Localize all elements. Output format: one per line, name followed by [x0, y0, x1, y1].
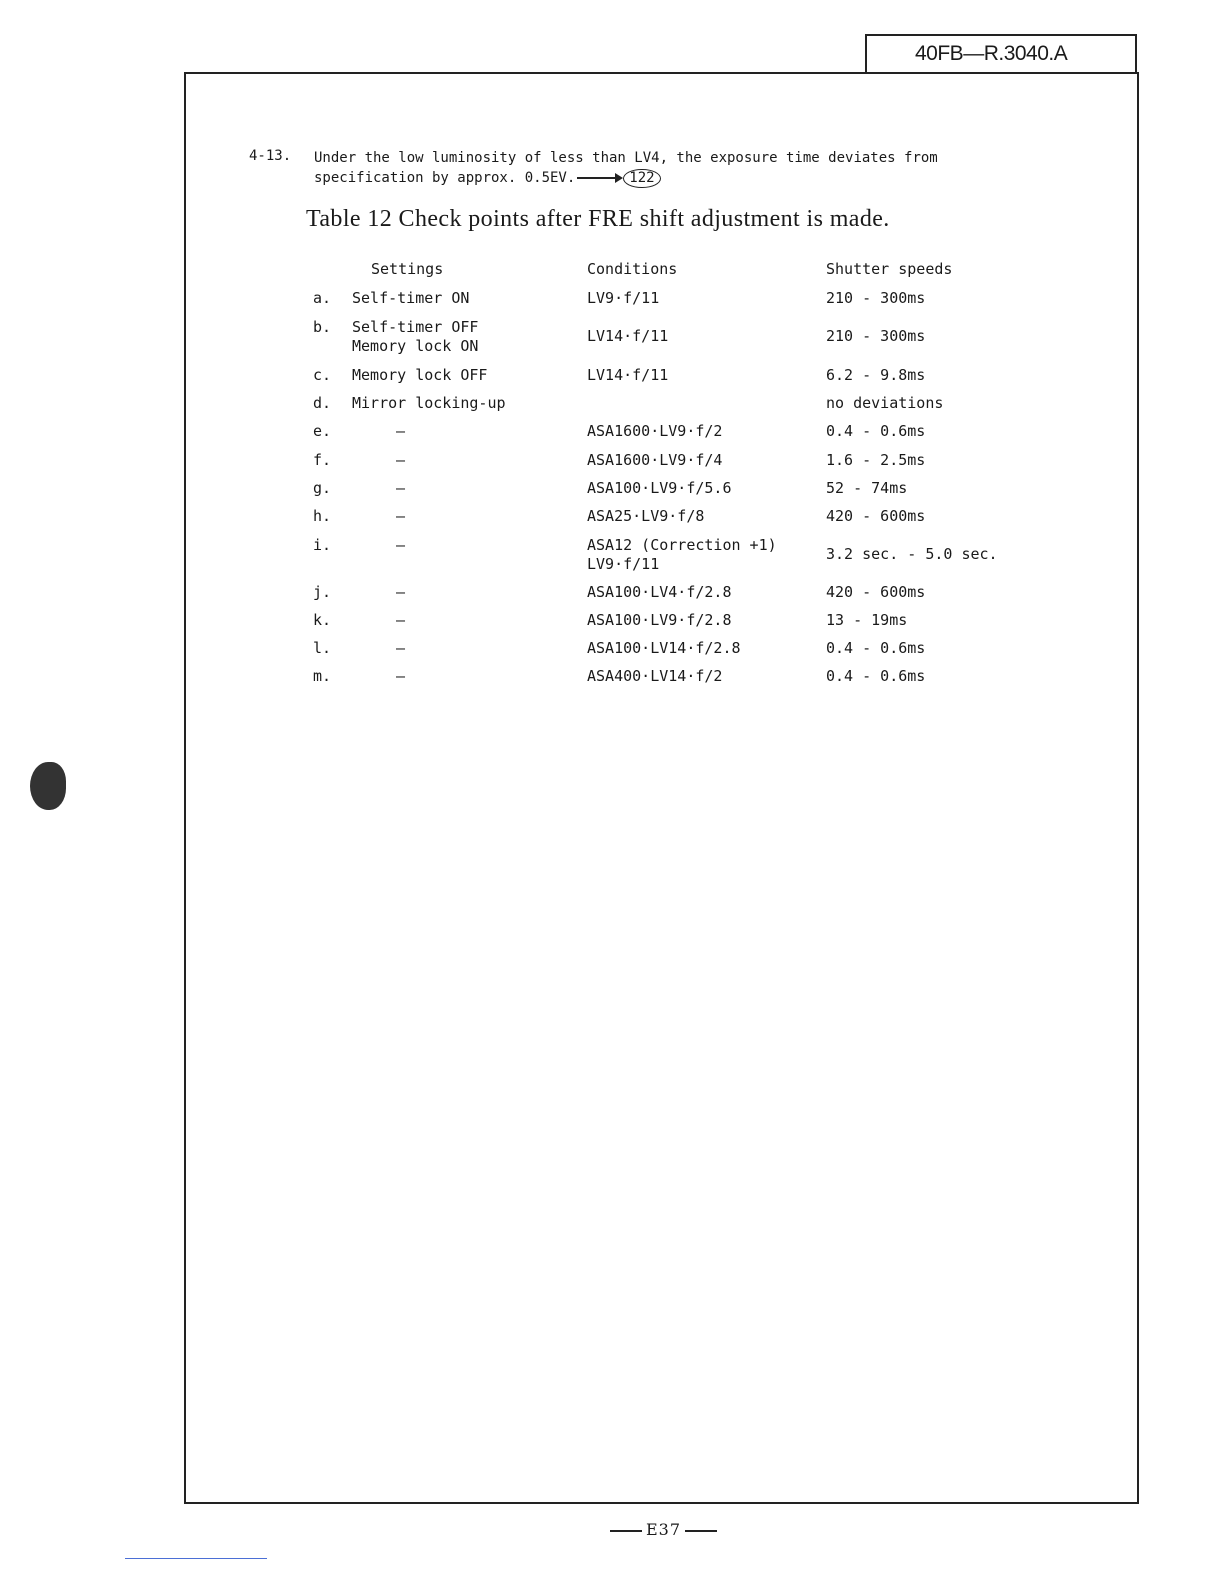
row-setting: —: [396, 611, 406, 629]
row-condition: LV14·f/11: [587, 327, 669, 345]
note-line-2: specification by approx. 0.5EV.: [314, 170, 576, 186]
page-footer: [606, 1520, 721, 1539]
row-setting: —: [396, 583, 406, 601]
document-number: 40FB—R.3040.A: [915, 42, 1068, 65]
row-setting: —: [396, 507, 406, 525]
row-condition-line2: LV9·f/11: [587, 555, 660, 573]
document-number-box: [865, 34, 1137, 72]
row-shutter-speed: 13 - 19ms: [826, 611, 908, 629]
header-settings: Settings: [371, 260, 444, 278]
row-shutter-speed: 0.4 - 0.6ms: [826, 639, 926, 657]
row-shutter-speed: 420 - 600ms: [826, 507, 926, 525]
note-line-1: Under the low luminosity of less than LV4, the exposure time deviates from: [314, 150, 938, 166]
row-shutter-speed: 0.4 - 0.6ms: [826, 667, 926, 685]
header-shutter-speeds: Shutter speeds: [826, 260, 953, 278]
row-condition: ASA100·LV14·f/2.8: [587, 639, 741, 657]
row-setting: —: [396, 422, 406, 440]
row-shutter-speed: 6.2 - 9.8ms: [826, 366, 926, 384]
row-letter: h.: [313, 507, 332, 525]
row-setting: —: [396, 639, 406, 657]
row-shutter-speed: 420 - 600ms: [826, 583, 926, 601]
row-shutter-speed: 52 - 74ms: [826, 479, 908, 497]
divider: [125, 1558, 267, 1559]
row-condition: LV14·f/11: [587, 366, 669, 384]
table-title: Table 12 Check points after FRE shift adjustment is made.: [306, 206, 890, 232]
arrow-right-icon: [577, 177, 621, 179]
row-shutter-speed: 210 - 300ms: [826, 327, 926, 345]
note-text: [314, 148, 1034, 188]
row-letter: j.: [313, 583, 332, 601]
row-letter: k.: [313, 611, 332, 629]
page-frame: [184, 72, 1139, 1504]
row-letter: e.: [313, 422, 332, 440]
row-setting: Self-timer ON: [352, 289, 470, 307]
row-letter: l.: [313, 639, 332, 657]
row-condition: ASA25·LV9·f/8: [587, 507, 705, 525]
row-letter: d.: [313, 394, 332, 412]
row-condition: ASA100·LV9·f/5.6: [587, 479, 732, 497]
row-shutter-speed: 3.2 sec. - 5.0 sec.: [826, 545, 998, 563]
row-letter: g.: [313, 479, 332, 497]
row-condition: ASA100·LV4·f/2.8: [587, 583, 732, 601]
row-letter: c.: [313, 366, 332, 384]
punch-hole-mark: [30, 762, 66, 810]
row-letter: b.: [313, 318, 332, 336]
row-condition: ASA1600·LV9·f/4: [587, 451, 723, 469]
row-condition: ASA400·LV14·f/2: [587, 667, 723, 685]
page-number: E37: [646, 1520, 682, 1539]
row-setting: —: [396, 451, 406, 469]
row-setting-line2: Memory lock ON: [352, 337, 479, 355]
row-letter: a.: [313, 289, 332, 307]
row-letter: f.: [313, 451, 332, 469]
note-number: 4-13.: [249, 148, 292, 164]
row-setting: Self-timer OFF: [352, 318, 479, 336]
header-conditions: Conditions: [587, 260, 678, 278]
row-condition: LV9·f/11: [587, 289, 660, 307]
row-condition: ASA12 (Correction +1): [587, 536, 777, 554]
row-shutter-speed: no deviations: [826, 394, 944, 412]
reference-circle: 122: [623, 169, 660, 188]
row-shutter-speed: 0.4 - 0.6ms: [826, 422, 926, 440]
row-shutter-speed: 1.6 - 2.5ms: [826, 451, 926, 469]
row-shutter-speed: 210 - 300ms: [826, 289, 926, 307]
row-setting: —: [396, 536, 406, 554]
row-condition: ASA100·LV9·f/2.8: [587, 611, 732, 629]
row-letter: m.: [313, 667, 332, 685]
row-condition: ASA1600·LV9·f/2: [587, 422, 723, 440]
row-letter: i.: [313, 536, 332, 554]
row-setting: —: [396, 479, 406, 497]
row-setting: Mirror locking-up: [352, 394, 506, 412]
row-setting: Memory lock OFF: [352, 366, 488, 384]
row-setting: —: [396, 667, 406, 685]
